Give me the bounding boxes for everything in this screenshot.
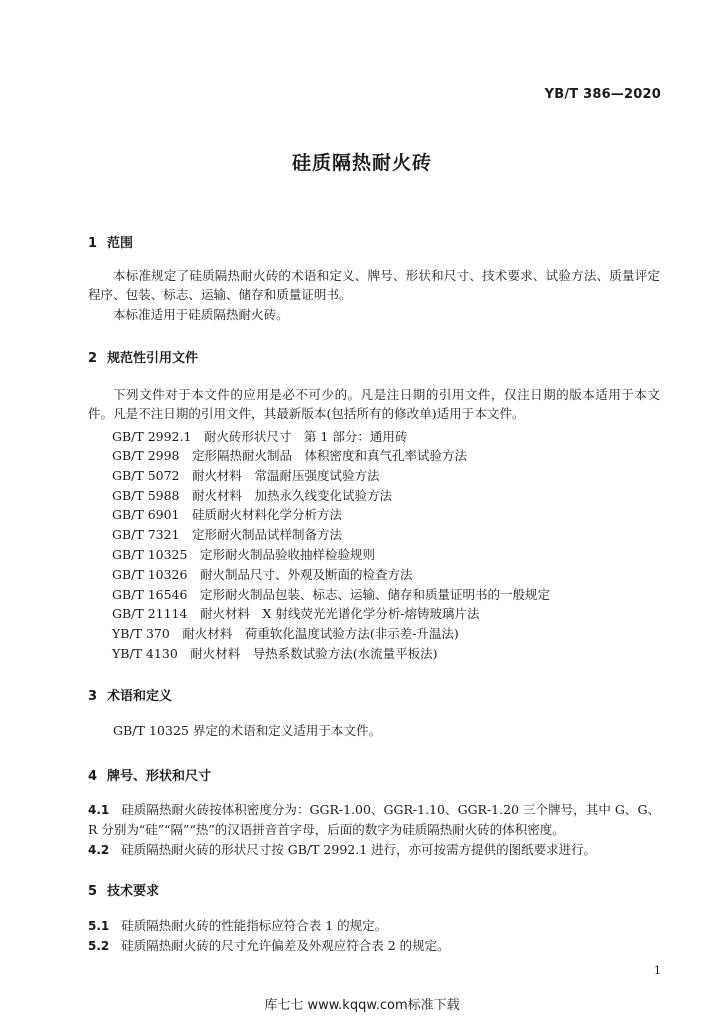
section-4-heading bbox=[88, 765, 211, 784]
watermark-text: 库七七 www.kqqw.com标准下载 bbox=[264, 998, 460, 1013]
section-title: 规范性引用文件 bbox=[107, 351, 199, 366]
section-3-paragraph-1: GB/T 10325 界定的术语和定义适用于本文件。 bbox=[113, 723, 382, 738]
reference-item: YB/T 4130 耐火材料 导热系数试验方法(水流量平板法) bbox=[112, 646, 438, 661]
section-1-heading bbox=[88, 232, 133, 251]
reference-item: GB/T 6901 硅质耐火材料化学分析方法 bbox=[112, 507, 343, 522]
reference-item: GB/T 5072 耐火材料 常温耐压强度试验方法 bbox=[112, 468, 380, 483]
section-number: 1 bbox=[88, 236, 98, 251]
section-number: 3 bbox=[88, 689, 98, 704]
reference-item: GB/T 10326 耐火制品尺寸、外观及断面的检查方法 bbox=[112, 567, 413, 582]
clause-number: 5.2 bbox=[88, 939, 110, 953]
clause-text: 硅质隔热耐火砖的性能指标应符合表 1 的规定。 bbox=[121, 918, 388, 933]
reference-item: GB/T 7321 定形耐火制品试样制备方法 bbox=[112, 527, 343, 542]
section-2-heading bbox=[88, 347, 198, 366]
section-title: 牌号、形状和尺寸 bbox=[107, 769, 212, 784]
reference-item: GB/T 10325 定形耐火制品验收抽样检验规则 bbox=[112, 547, 375, 562]
clause-number: 4.1 bbox=[88, 803, 110, 817]
reference-item: GB/T 16546 定形耐火制品包装、标志、运输、储存和质量证明书的一般规定 bbox=[112, 587, 550, 602]
reference-item: GB/T 2998 定形隔热耐火制品 体积密度和真气孔率试验方法 bbox=[112, 448, 468, 463]
clause-number: 5.1 bbox=[88, 919, 110, 933]
section-2-intro: 下列文件对于本文件的应用是必不可少的。凡是注日期的引用文件，仅注日期的版本适用于本文件。凡是不注日期的引用文件，其最新版本(包括所有的修改单)适用于本文件。 bbox=[88, 387, 660, 421]
page-number: 1 bbox=[654, 964, 661, 977]
section-1-paragraph-1: 本标准规定了硅质隔热耐火砖的术语和定义、牌号、形状和尺寸、技术要求、试验方法、质量评定程序、包装、标志、运输、储存和质量证明书。 bbox=[88, 268, 660, 302]
section-title: 术语和定义 bbox=[107, 689, 173, 704]
reference-item: YB/T 370 耐火材料 荷重软化温度试验方法(非示差-升温法) bbox=[112, 626, 459, 641]
standard-number: YB/T 386—2020 bbox=[544, 87, 661, 102]
section-title: 技术要求 bbox=[107, 884, 160, 899]
clause-text: 硅质隔热耐火砖按体积密度分为：GGR-1.00、GGR-1.10、GGR-1.20 三个牌号，其中 G、G、R 分别为“硅”“隔”“热”的汉语拼音首字母，后面的数字为硅质隔热耐火砖的体积密度。 bbox=[88, 802, 660, 837]
reference-item: GB/T 21114 耐火材料 X 射线荧光光谱化学分析-熔铸玻璃片法 bbox=[112, 606, 480, 621]
document-title: 硅质隔热耐火砖 bbox=[291, 152, 432, 174]
section-number: 4 bbox=[88, 769, 98, 784]
section-5-heading bbox=[88, 880, 159, 899]
section-title: 范围 bbox=[107, 236, 134, 251]
section-number: 2 bbox=[88, 351, 98, 366]
clause-4-2 bbox=[88, 840, 660, 860]
reference-item: GB/T 2992.1 耐火砖形状尺寸 第 1 部分：通用砖 bbox=[112, 429, 408, 444]
clause-5-2 bbox=[88, 936, 660, 956]
clause-text: 硅质隔热耐火砖的尺寸允许偏差及外观应符合表 2 的规定。 bbox=[121, 938, 450, 953]
clause-text: 硅质隔热耐火砖的形状尺寸按 GB/T 2992.1 进行，亦可按需方提供的图纸要求进行。 bbox=[121, 842, 597, 857]
section-number: 5 bbox=[88, 884, 98, 899]
clause-4-1 bbox=[88, 800, 660, 839]
clause-5-1 bbox=[88, 916, 660, 936]
clause-number: 4.2 bbox=[88, 843, 110, 857]
section-1-paragraph-2: 本标准适用于硅质隔热耐火砖。 bbox=[113, 307, 289, 322]
reference-item: GB/T 5988 耐火材料 加热永久线变化试验方法 bbox=[112, 488, 393, 503]
section-3-heading bbox=[88, 685, 172, 704]
